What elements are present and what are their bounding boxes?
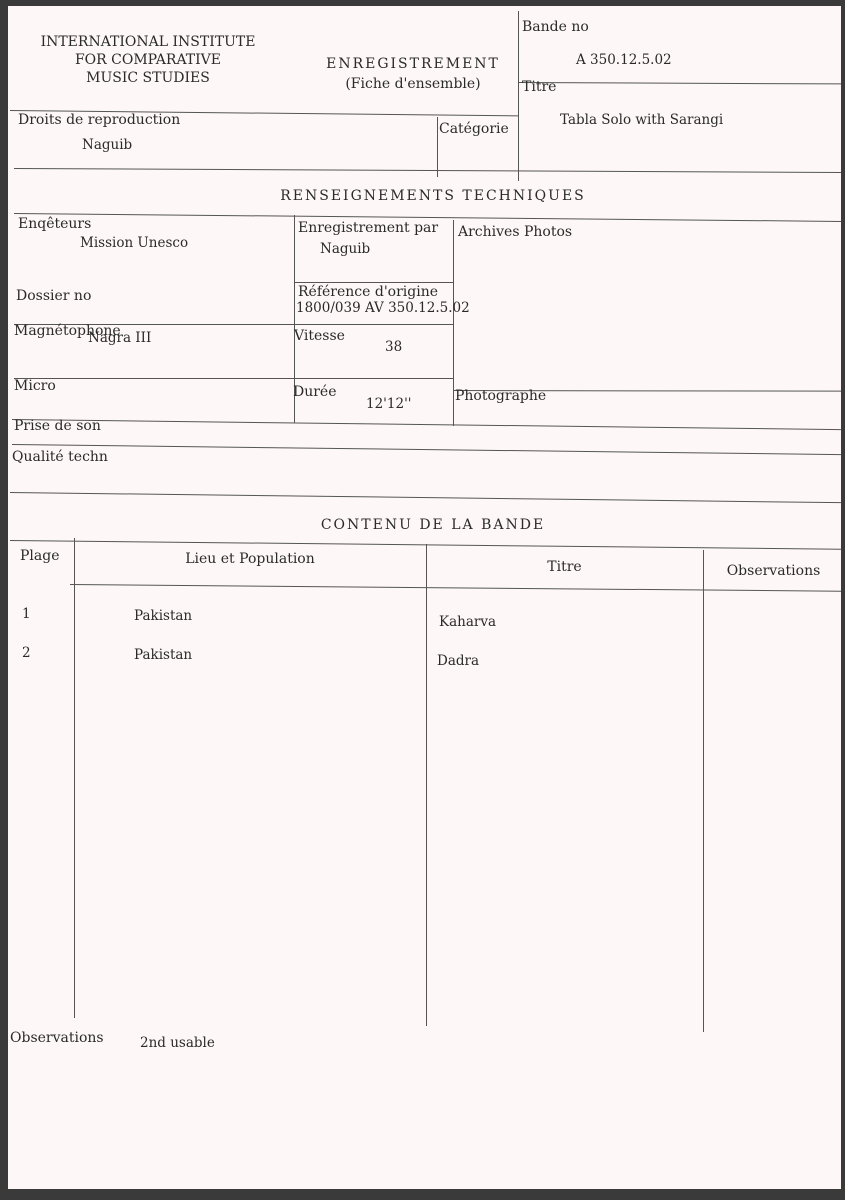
dossier-label: Dossier no xyxy=(16,288,92,304)
magnetophone-label: Magnétophone xyxy=(14,323,121,339)
institute-name-line3: MUSIC STUDIES xyxy=(86,70,210,86)
institute-name-line1: INTERNATIONAL INSTITUTE xyxy=(40,34,256,50)
row-1-plage: 1 xyxy=(22,606,31,622)
scan-edge-bottom xyxy=(0,1189,845,1200)
observations-value: 2nd usable xyxy=(140,1035,215,1051)
reference-value: 1800/039 AV 350.12.5.02 xyxy=(296,300,470,316)
col-header-titre: Titre xyxy=(547,559,582,575)
row-2-titre: Dadra xyxy=(437,653,480,669)
form-title: ENREGISTREMENT xyxy=(326,56,500,72)
table-divider-1 xyxy=(74,538,75,1018)
micro-label: Micro xyxy=(14,378,56,394)
enqueteurs-value: Mission Unesco xyxy=(80,235,189,251)
categorie-divider xyxy=(437,117,438,177)
institute-name-line2: FOR COMPARATIVE xyxy=(74,52,222,68)
magnetophone-value: Nagra III xyxy=(88,330,152,346)
technical-section-title: RENSEIGNEMENTS TECHNIQUES xyxy=(280,188,586,204)
contents-section-title: CONTENU DE LA BANDE xyxy=(320,517,546,533)
header-bottom-line xyxy=(14,168,841,173)
table-header-line xyxy=(70,584,841,592)
header-divider-vertical xyxy=(518,11,519,181)
row-1-titre: Kaharva xyxy=(439,614,497,630)
record-sheet xyxy=(8,6,841,1189)
technical-divider-right xyxy=(453,220,454,426)
col-header-lieu: Lieu et Population xyxy=(185,551,315,567)
form-subtitle: (Fiche d'ensemble) xyxy=(345,76,481,92)
prise-label: Prise de son xyxy=(14,418,101,434)
duree-label: Durée xyxy=(293,384,337,400)
bande-no-value: A 350.12.5.02 xyxy=(576,52,672,68)
col-header-observations: Observations xyxy=(726,563,821,579)
scan-edge-right xyxy=(841,0,845,1200)
technical-bottom-line xyxy=(10,492,841,503)
reference-label: Référence d'origine xyxy=(298,284,439,300)
photographe-label: Photographe xyxy=(455,388,547,404)
bande-no-label: Bande no xyxy=(522,19,589,35)
titre-value: Tabla Solo with Sarangi xyxy=(560,112,724,128)
categorie-label: Catégorie xyxy=(439,121,509,137)
prise-top-line xyxy=(12,419,841,430)
vitesse-value: 38 xyxy=(385,339,403,355)
row-2-lieu: Pakistan xyxy=(134,647,193,663)
vitesse-label: Vitesse xyxy=(294,328,345,344)
micro-top-line xyxy=(14,378,453,379)
titre-label: Titre xyxy=(522,79,557,95)
qualite-top-line xyxy=(12,444,841,455)
duree-value: 12'12'' xyxy=(366,396,412,412)
droits-label: Droits de reproduction xyxy=(18,112,181,128)
enregistrement-par-label: Enregistrement par xyxy=(298,220,439,236)
titre-divider xyxy=(518,82,841,84)
table-divider-2 xyxy=(426,544,427,1026)
col-header-plage: Plage xyxy=(20,548,60,564)
archives-photos-label: Archives Photos xyxy=(458,224,573,240)
enregistrement-par-value: Naguib xyxy=(320,241,371,257)
enqueteurs-label: Enqêteurs xyxy=(18,216,92,232)
reference-top-line xyxy=(294,282,453,283)
table-divider-3 xyxy=(703,550,704,1032)
droits-value: Naguib xyxy=(82,137,133,153)
qualite-label: Qualité techn xyxy=(12,449,108,465)
row-2-plage: 2 xyxy=(22,645,31,661)
row-1-lieu: Pakistan xyxy=(134,608,193,624)
scan-edge-top xyxy=(0,0,845,6)
observations-label: Observations xyxy=(10,1030,104,1046)
